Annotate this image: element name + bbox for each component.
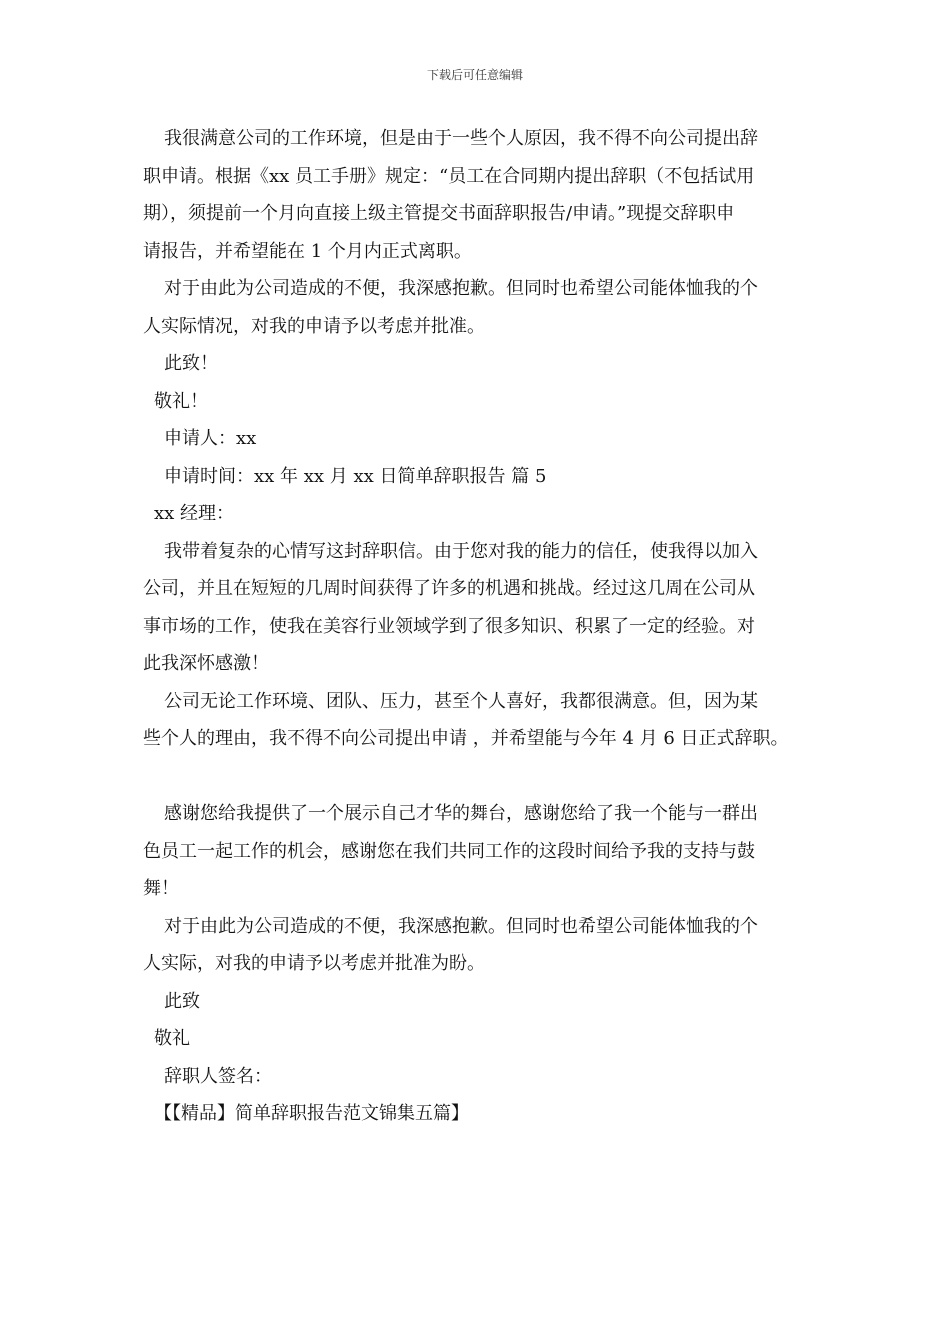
body-line: 事市场的工作，使我在美容行业领域学到了很多知识、积累了一定的经验。对 <box>143 615 755 637</box>
document-body <box>143 120 823 1133</box>
body-line: 此我深怀感激！ <box>143 653 269 674</box>
salutation-line: xx 经理： <box>154 503 235 524</box>
closing-line: 敬礼 <box>154 1028 190 1049</box>
body-line: 我带着复杂的心情写这封辞职信。由于您对我的能力的信任，使我得以加入 <box>164 540 758 562</box>
body-line: 人实际，对我的申请予以考虑并批准为盼。 <box>143 953 485 974</box>
applicant-line: 申请人：xx <box>164 428 257 449</box>
body-line: 公司，并且在短短的几周时间获得了许多的机遇和挑战。经过这几周在公司从 <box>143 578 755 599</box>
body-line: 职申请。根据《xx 员工手册》规定：“员工在合同期内提出辞职（不包括试用 <box>143 165 755 187</box>
body-line: 对于由此为公司造成的不便，我深感抱歉。但同时也希望公司能体恤我的个 <box>164 278 758 299</box>
body-line: 些个人的理由，我不得不向公司提出申请 ，并希望能与今年 4 月 6 日正式辞职。 <box>143 728 789 749</box>
blank-line <box>143 758 823 796</box>
body-line: 舞！ <box>143 878 179 899</box>
closing-line: 此致 <box>164 990 200 1012</box>
body-line: 我很满意公司的工作环境，但是由于一些个人原因，我不得不向公司提出辞 <box>164 128 758 149</box>
body-line: 感谢您给我提供了一个展示自己才华的舞台，感谢您给了我一个能与一群出 <box>164 803 758 824</box>
body-line: 期），须提前一个月向直接上级主管提交书面辞职报告/申请。”现提交辞职申 <box>143 203 735 224</box>
body-line: 公司无论工作环境、团队、压力，甚至个人喜好，我都很满意。但，因为某 <box>164 690 758 712</box>
body-line: 对于由此为公司造成的不便，我深感抱歉。但同时也希望公司能体恤我的个 <box>164 915 758 937</box>
body-line: 人实际情况，对我的申请予以考虑并批准。 <box>143 315 485 337</box>
body-line: 色员工一起工作的机会，感谢您在我们共同工作的这段时间给予我的支持与鼓 <box>143 840 755 862</box>
signature-line: 辞职人签名： <box>164 1065 272 1087</box>
page-header: 下载后可任意编辑 <box>426 68 523 82</box>
closing-line: 敬礼！ <box>154 390 208 412</box>
closing-line: 此致！ <box>164 353 218 374</box>
body-line: 请报告，并希望能在 1 个月内正式离职。 <box>143 240 472 262</box>
footer-title: 【【精品】简单辞职报告范文锦集五篇】 <box>154 1103 469 1124</box>
date-line: 申请时间：xx 年 xx 月 xx 日简单辞职报告 篇 5 <box>164 465 547 487</box>
